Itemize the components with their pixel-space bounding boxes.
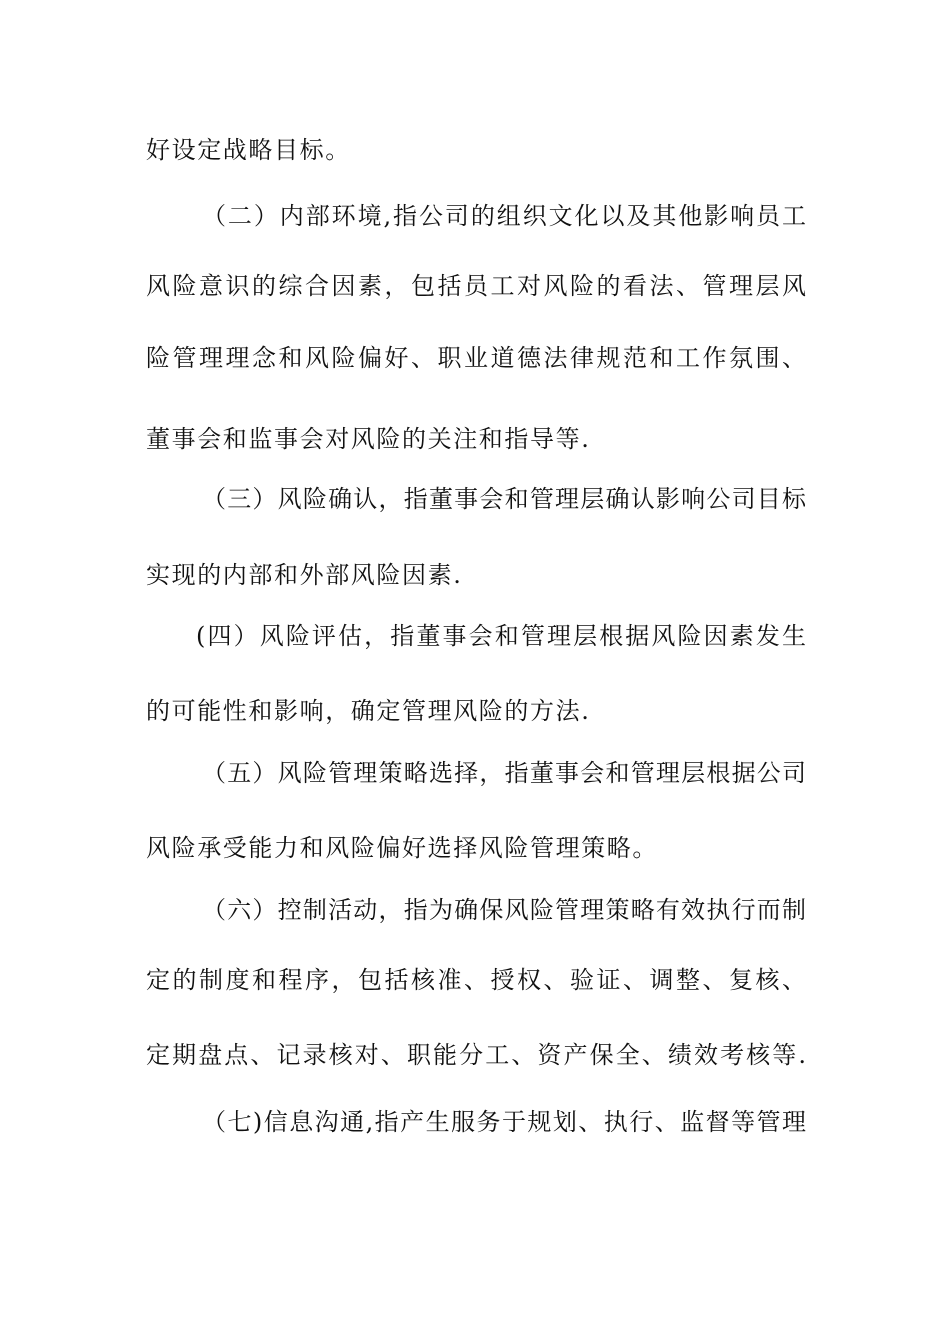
paragraph-line: （五）风险管理策略选择，指董事会和管理层根据公司 <box>202 759 806 787</box>
paragraph-line: 实现的内部和外部风险因素. <box>146 561 463 589</box>
paragraph-line: 定期盘点、记录核对、职能分工、资产保全、绩效考核等. <box>146 1041 806 1069</box>
paragraph-line: 的可能性和影响，确定管理风险的方法. <box>146 697 591 725</box>
paragraph-line: 定的制度和程序，包括核准、授权、验证、调整、复核、 <box>146 966 806 994</box>
paragraph-line: 好设定战略目标。 <box>146 136 351 164</box>
paragraph-line: 险管理理念和风险偏好、职业道德法律规范和工作氛围、 <box>146 344 806 372</box>
paragraph-line: （七)信息沟通,指产生服务于规划、执行、监督等管理 <box>202 1108 806 1136</box>
paragraph-line: （六）控制活动，指为确保风险管理策略有效执行而制 <box>202 896 806 924</box>
paragraph-line: 风险承受能力和风险偏好选择风险管理策略。 <box>146 834 658 862</box>
paragraph-line: 风险意识的综合因素，包括员工对风险的看法、管理层风 <box>146 272 806 300</box>
paragraph-line: （三）风险确认，指董事会和管理层确认影响公司目标 <box>202 485 806 513</box>
paragraph-line: （二）内部环境,指公司的组织文化以及其他影响员工 <box>202 202 806 230</box>
paragraph-line: (四）风险评估，指董事会和管理层根据风险因素发生 <box>196 622 806 650</box>
paragraph-line: 董事会和监事会对风险的关注和指导等. <box>146 425 591 453</box>
